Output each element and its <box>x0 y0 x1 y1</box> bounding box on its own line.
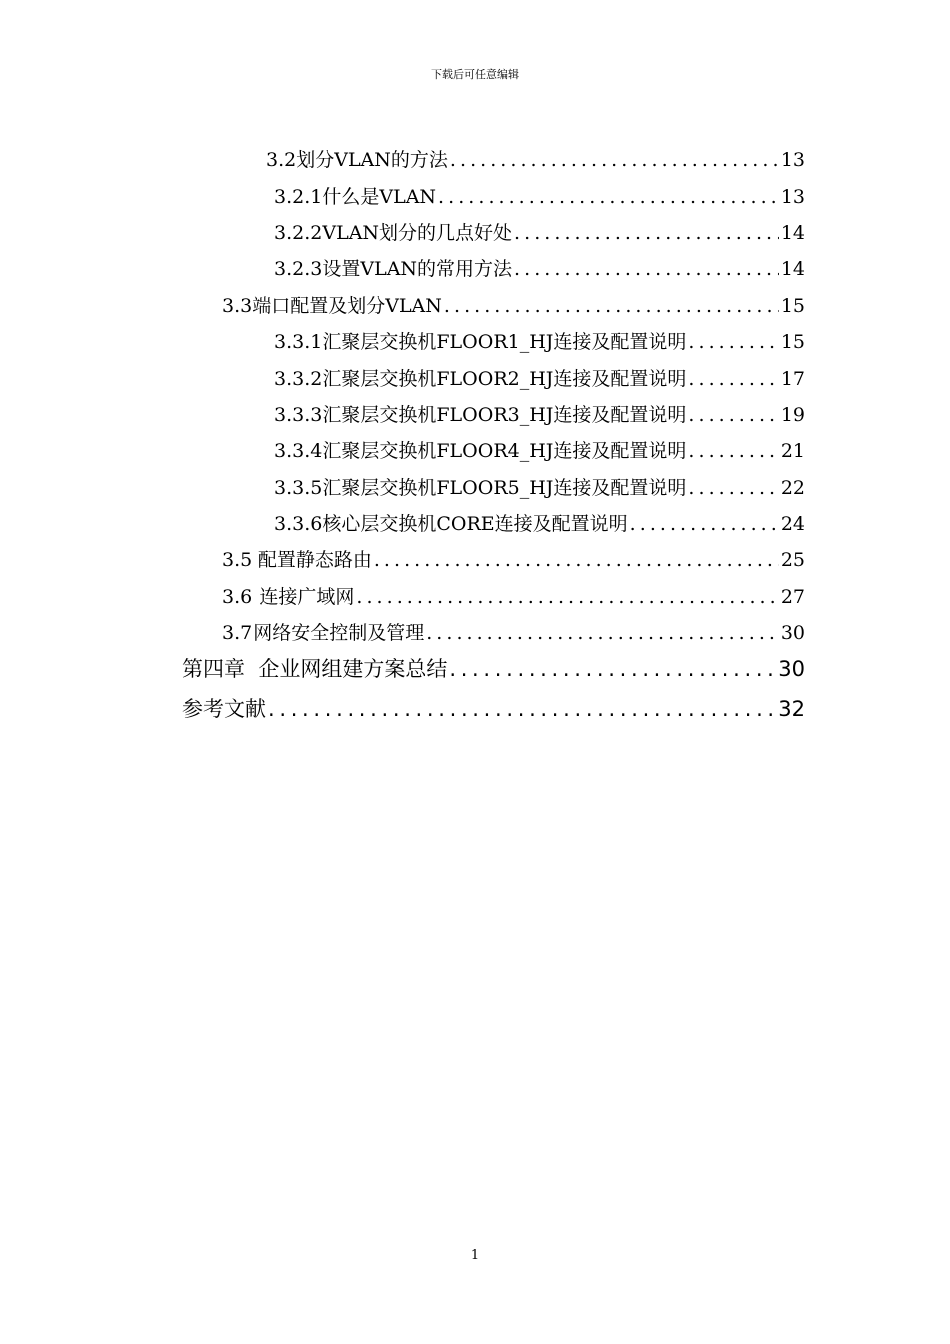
toc-entry[interactable] <box>274 221 805 245</box>
toc-entry-page: 30 <box>780 622 805 644</box>
toc-entry-page: 30 <box>778 657 805 681</box>
toc-entry-title: 划分VLAN的方法 <box>296 149 448 171</box>
toc-entry-number: 3.3.4 <box>274 440 323 462</box>
toc-entry-number: 3.3.2 <box>274 368 323 390</box>
toc-entry-title: 端口配置及划分VLAN <box>252 295 442 317</box>
toc-entry-number: 3.5 <box>222 549 253 571</box>
toc-dot-leader <box>356 585 778 609</box>
toc-entry-title: 配置静态路由 <box>257 549 372 571</box>
toc-entry-number: 3.3.5 <box>274 477 323 499</box>
toc-entry-page: 13 <box>780 149 805 171</box>
toc-entry-number: 3.2.1 <box>274 186 323 208</box>
toc-entry-page: 25 <box>780 549 805 571</box>
toc-dot-leader <box>630 512 779 536</box>
toc-entry[interactable] <box>274 403 805 427</box>
toc-dot-leader <box>514 221 779 245</box>
toc-entry-title: 什么是VLAN <box>322 186 437 208</box>
toc-entry[interactable] <box>274 257 805 281</box>
toc-chapter-entry[interactable] <box>182 697 805 721</box>
toc-entry[interactable] <box>266 148 805 172</box>
toc-dot-leader <box>688 367 778 391</box>
toc-entry-page: 19 <box>780 404 805 426</box>
toc-entry-title: 参考文献 <box>182 697 266 721</box>
toc-entry-page: 22 <box>780 477 805 499</box>
toc-entry-number: 3.7 <box>222 622 253 644</box>
toc-entry-title: 设置VLAN的常用方法 <box>322 258 513 280</box>
toc-entry-number: 3.3.3 <box>274 404 323 426</box>
toc-entry[interactable] <box>274 512 805 536</box>
toc-entry-number: 3.2 <box>266 149 297 171</box>
toc-entry-title: 核心层交换机CORE连接及配置说明 <box>322 513 628 535</box>
page-header: 下载后可任意编辑 <box>431 68 519 81</box>
toc-entry-page: 14 <box>780 222 805 244</box>
toc-entry-title: 汇聚层交换机FLOOR4_HJ连接及配置说明 <box>322 440 687 462</box>
toc-dot-leader <box>374 548 779 572</box>
toc-entry[interactable] <box>222 585 805 609</box>
toc-dot-leader <box>688 476 778 500</box>
toc-dot-leader <box>514 257 779 281</box>
toc-entry-page: 21 <box>780 440 805 462</box>
toc-entry[interactable] <box>274 367 805 391</box>
toc-entry-page: 15 <box>780 331 805 353</box>
toc-entry-page: 17 <box>780 368 805 390</box>
toc-dot-leader <box>426 621 779 645</box>
toc-entry[interactable] <box>274 330 805 354</box>
toc-entry[interactable] <box>274 185 805 209</box>
toc-entry-page: 24 <box>780 513 805 535</box>
toc-dot-leader <box>449 657 776 681</box>
toc-entry-number: 3.2.2 <box>274 222 323 244</box>
toc-entry-page: 13 <box>780 186 805 208</box>
toc-entry-title: 连接广域网 <box>259 586 355 608</box>
toc-entry-number: 3.3.6 <box>274 513 323 535</box>
toc-chapter-entry[interactable] <box>182 657 805 681</box>
toc-dot-leader <box>444 294 779 318</box>
toc-entry-page: 15 <box>780 295 805 317</box>
toc-dot-leader <box>688 403 778 427</box>
toc-entry-title: 汇聚层交换机FLOOR3_HJ连接及配置说明 <box>322 404 687 426</box>
toc-entry[interactable] <box>274 476 805 500</box>
toc-entry[interactable] <box>222 548 805 572</box>
toc-entry[interactable] <box>274 439 805 463</box>
toc-entry-title: 第四章 企业网组建方案总结 <box>182 657 448 681</box>
toc-entry-page: 27 <box>780 586 805 608</box>
toc-dot-leader <box>438 185 779 209</box>
page-number: 1 <box>470 1248 480 1263</box>
toc-entry-title: 网络安全控制及管理 <box>253 622 425 644</box>
toc-entry-page: 32 <box>778 697 805 721</box>
toc-dot-leader <box>688 330 778 354</box>
toc-entry[interactable] <box>222 621 805 645</box>
toc-entry[interactable] <box>222 294 805 318</box>
toc-entry-title: 汇聚层交换机FLOOR1_HJ连接及配置说明 <box>322 331 687 353</box>
toc-entry-number: 3.3 <box>222 295 253 317</box>
toc-entry-title: 汇聚层交换机FLOOR2_HJ连接及配置说明 <box>322 368 687 390</box>
toc-entry-number: 3.2.3 <box>274 258 323 280</box>
toc-entry-number: 3.6 <box>222 586 253 608</box>
toc-dot-leader <box>688 439 778 463</box>
toc-entry-title: 汇聚层交换机FLOOR5_HJ连接及配置说明 <box>322 477 687 499</box>
toc-entry-number: 3.3.1 <box>274 331 323 353</box>
toc-dot-leader <box>268 697 776 721</box>
toc-entry-title: VLAN划分的几点好处 <box>322 222 513 244</box>
toc-dot-leader <box>450 148 779 172</box>
toc-entry-page: 14 <box>780 258 805 280</box>
